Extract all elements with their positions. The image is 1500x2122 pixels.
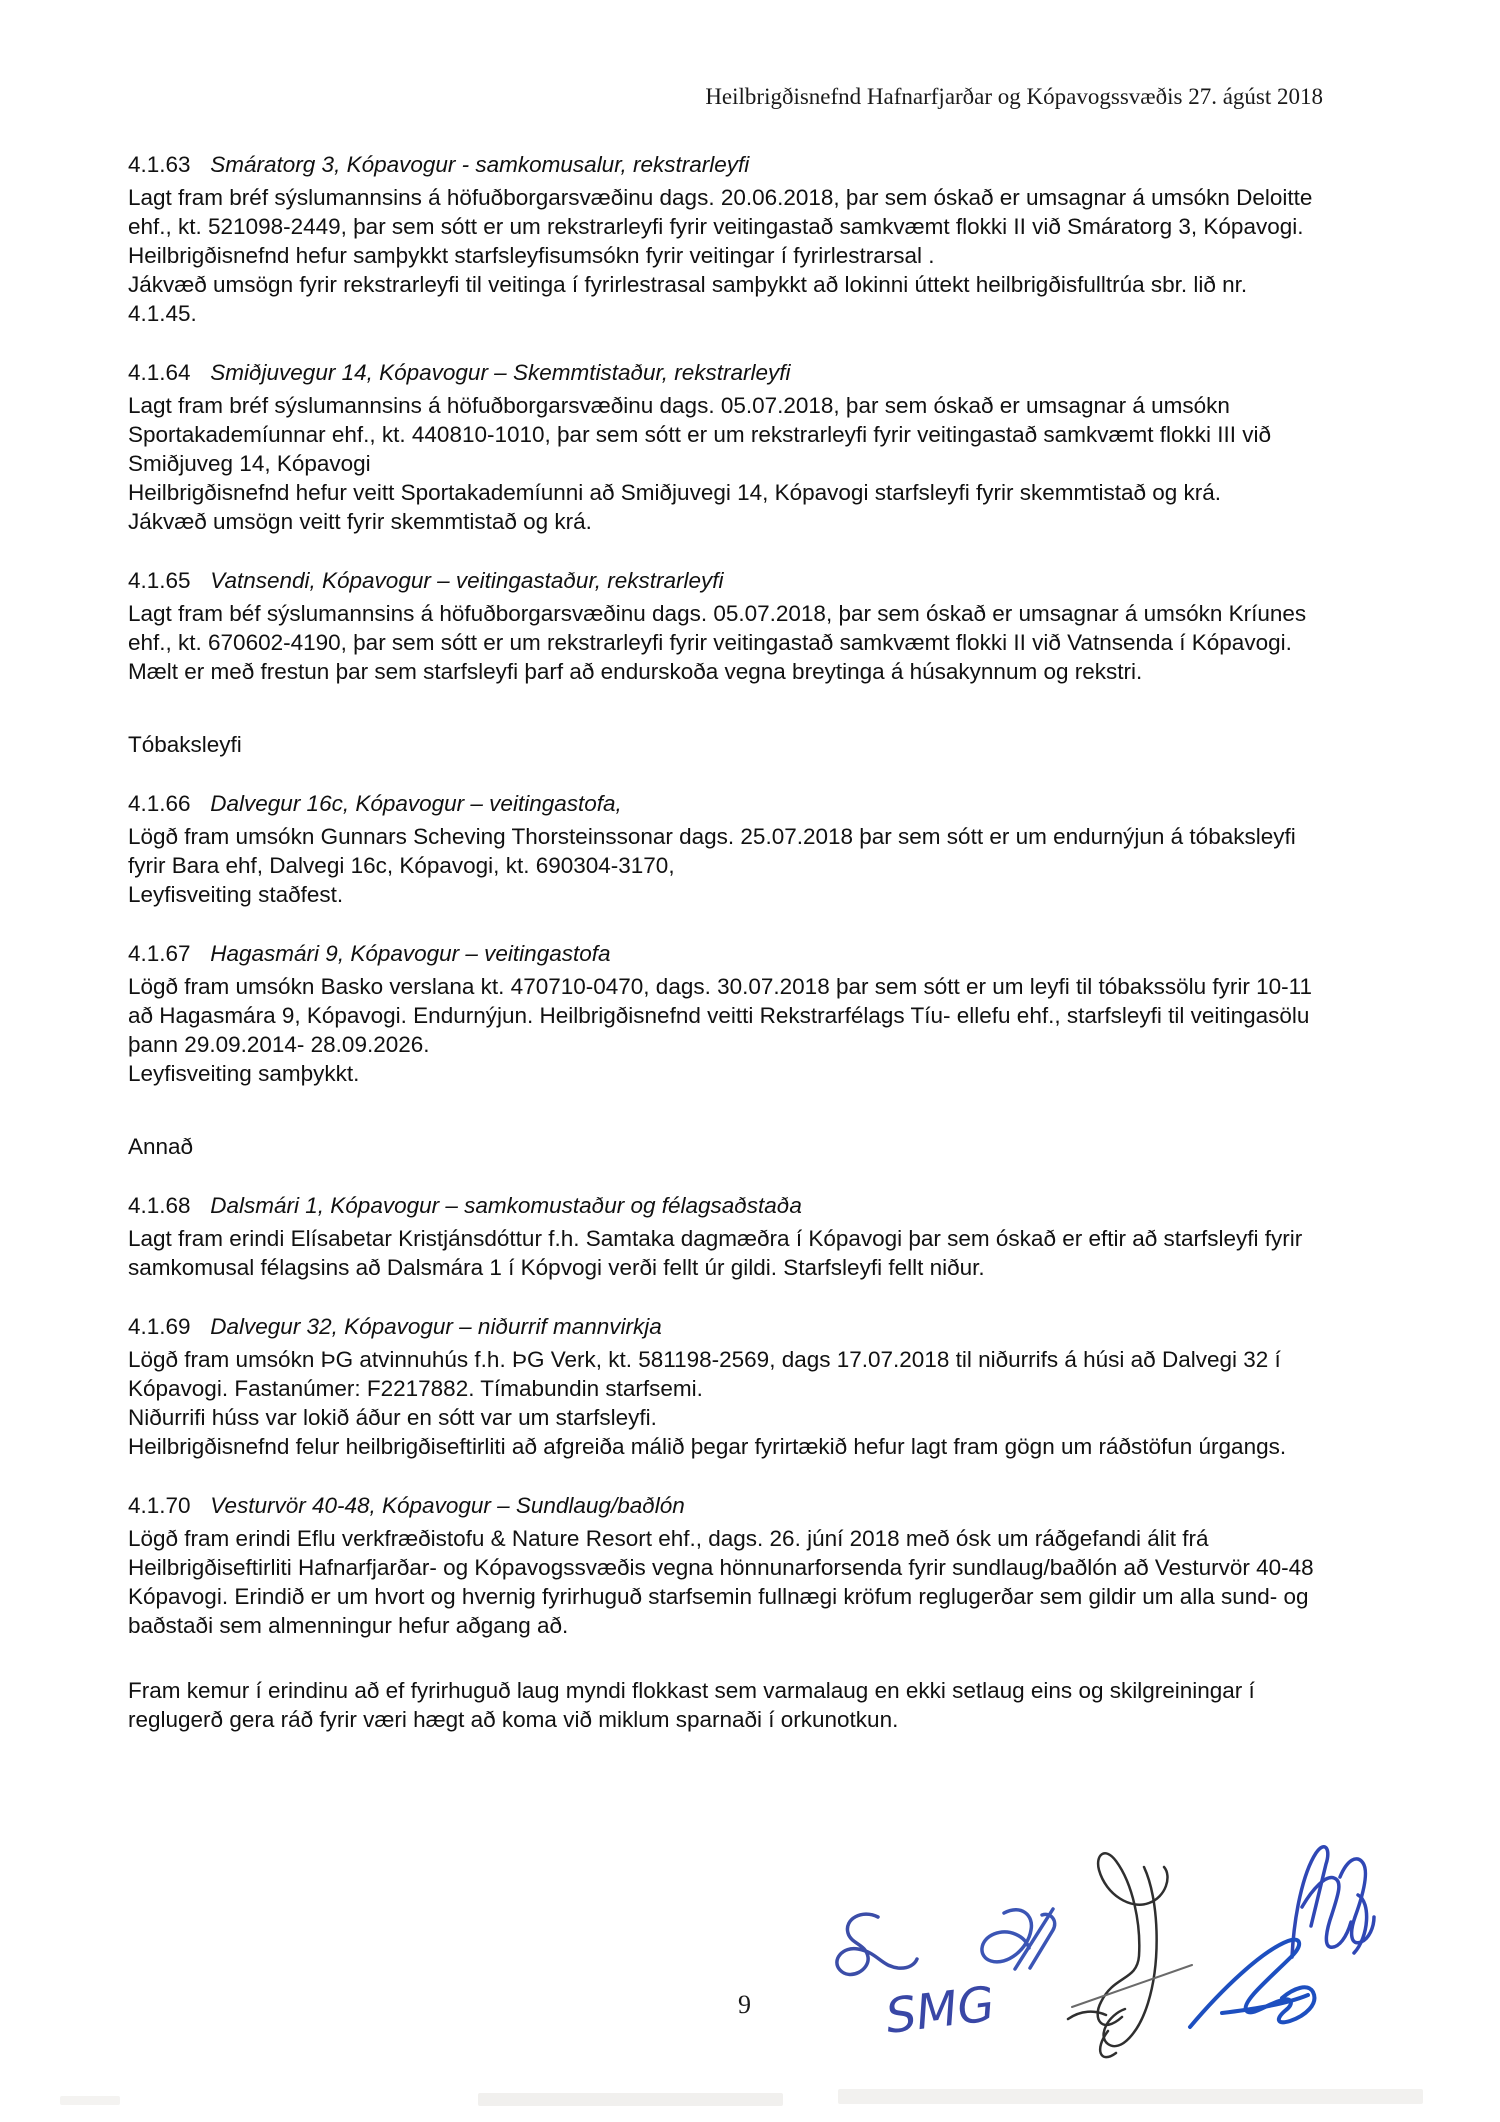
section-body — [128, 1224, 1318, 1282]
paragraph: Lagt fram bréf sýslumannsins á höfuðborgarsvæðinu dags. 20.06.2018, þar sem óskað er umsagnar á umsókn Deloitte ehf., kt. 521098-2449, þar sem sótt er um rekstrarleyfi fyrir veitingastað samkvæmt flokki II við Smáratorg 3, Kópavogi. — [128, 185, 1313, 239]
paragraph: Heilbrigðisnefnd hefur samþykkt starfsleyfisumsókn fyrir veitingar í fyrirlestrarsal . — [128, 243, 935, 268]
section-body — [128, 972, 1318, 1088]
section-title: Vesturvör 40-48, Kópavogur – Sundlaug/baðlón — [210, 1493, 685, 1518]
paragraph: Jákvæð umsögn veitt fyrir skemmtistað og krá. — [128, 509, 592, 534]
section-body — [128, 822, 1318, 909]
scan-artifact — [838, 2089, 1423, 2104]
document-body — [128, 0, 1318, 1734]
paragraph: Leyfisveiting staðfest. — [128, 882, 344, 907]
handwritten-signature-black-icon — [1068, 1853, 1192, 2057]
section-body — [128, 183, 1318, 328]
handwritten-signature-blue-2-icon — [982, 1909, 1055, 1969]
paragraph: Lögð fram umsókn ÞG atvinnuhús f.h. ÞG Verk, kt. 581198-2569, dags 17.07.2018 til niðurrifs á húsi að Dalvegi 32 í Kópavogi. Fastanúmer: F2217882. Tímabundin starfsemi. — [128, 1347, 1281, 1401]
handwritten-initials-smg-icon — [883, 1976, 998, 2045]
section-4-1-68 — [128, 1191, 1318, 1282]
section-heading — [128, 939, 1318, 968]
scan-artifact — [478, 2093, 783, 2106]
section-title: Smiðjuvegur 14, Kópavogur – Skemmtistaður, rekstrarleyfi — [210, 360, 791, 385]
signatures-area — [790, 1835, 1410, 2085]
scan-artifact — [60, 2096, 120, 2105]
section-4-1-70 — [128, 1491, 1318, 1640]
paragraph: Heilbrigðisnefnd hefur veitt Sportakademíunni að Smiðjuvegi 14, Kópavogi starfsleyfi fyrir skemmtistað og krá. — [128, 480, 1222, 505]
handwritten-signature-blue-swoosh-icon — [1190, 1940, 1314, 2027]
section-heading — [128, 358, 1318, 387]
section-number: 4.1.63 — [128, 152, 191, 177]
section-body — [128, 1345, 1318, 1461]
page-number: 9 — [738, 1990, 751, 2019]
section-number: 4.1.64 — [128, 360, 191, 385]
section-number: 4.1.67 — [128, 941, 191, 966]
paragraph: Mælt er með frestun þar sem starfsleyfi þarf að endurskoða vegna breytinga á húsakynnum og rekstri. — [128, 659, 1143, 684]
paragraph: Lagt fram béf sýslumannsins á höfuðborgarsvæðinu dags. 05.07.2018, þar sem óskað er umsagnar á umsókn Kríunes ehf., kt. 670602-4190, þar sem sótt er um rekstrarleyfi fyrir veitingastað samkvæmt flokki II við Vatnsenda í Kópavogi. — [128, 601, 1307, 655]
section-number: 4.1.69 — [128, 1314, 191, 1339]
section-title: Dalvegur 16c, Kópavogur – veitingastofa, — [210, 791, 622, 816]
section-heading — [128, 566, 1318, 595]
section-4-1-66 — [128, 789, 1318, 909]
subheading-tobaksleyfi: Tóbaksleyfi — [128, 732, 242, 757]
handwritten-initials-blue-icon — [1292, 1847, 1374, 1957]
section-4-1-63 — [128, 150, 1318, 328]
section-title: Dalvegur 32, Kópavogur – niðurrif mannvirkja — [210, 1314, 662, 1339]
paragraph: Lögð fram umsókn Basko verslana kt. 470710-0470, dags. 30.07.2018 þar sem sótt er um leyfi til tóbakssölu fyrir 10-11 að Hagasmára 9, Kópavogi. Endurnýjun. Heilbrigðisnefnd veitti Rekstrarfélags Tíu- ellefu ehf., starfsleyfi til veitingasölu þann 29.09.2014- 28.09.2026. — [128, 974, 1312, 1057]
section-4-1-69 — [128, 1312, 1318, 1461]
section-body — [128, 1524, 1318, 1640]
section-body — [128, 391, 1318, 536]
paragraph: Leyfisveiting samþykkt. — [128, 1061, 360, 1086]
section-number: 4.1.70 — [128, 1493, 191, 1518]
section-heading — [128, 1491, 1318, 1520]
paragraph: Niðurrifi húss var lokið áður en sótt var um starfsleyfi. — [128, 1405, 657, 1430]
closing-paragraph: Fram kemur í erindinu að ef fyrirhuguð laug myndi flokkast sem varmalaug en ekki setlaug eins og skilgreiningar í reglugerð gera ráð fyrir væri hægt að koma við miklum sparnaði í orkunotkun. — [128, 1678, 1255, 1732]
section-heading — [128, 1191, 1318, 1220]
section-title: Dalsmári 1, Kópavogur – samkomustaður og félagsaðstaða — [210, 1193, 802, 1218]
paragraph: Jákvæð umsögn fyrir rekstrarleyfi til veitinga í fyrirlestrasal samþykkt að lokinni úttekt heilbrigðisfulltrúa sbr. lið nr. 4.1.45. — [128, 272, 1248, 326]
section-heading — [128, 1312, 1318, 1341]
section-title: Smáratorg 3, Kópavogur - samkomusalur, rekstrarleyfi — [210, 152, 750, 177]
svg-text:SMG: SMG — [882, 1976, 998, 2045]
paragraph: Lögð fram umsókn Gunnars Scheving Thorsteinssonar dags. 25.07.2018 þar sem sótt er um endurnýjun á tóbaksleyfi fyrir Bara ehf, Dalvegi 16c, Kópavogi, kt. 690304-3170, — [128, 824, 1296, 878]
section-title: Vatnsendi, Kópavogur – veitingastaður, rekstrarleyfi — [210, 568, 724, 593]
section-heading — [128, 789, 1318, 818]
section-heading — [128, 150, 1318, 179]
handwritten-signature-blue-1-icon — [837, 1914, 917, 1974]
paragraph: Lagt fram bréf sýslumannsins á höfuðborgarsvæðinu dags. 05.07.2018, þar sem óskað er umsagnar á umsókn Sportakademíunnar ehf., kt. 440810-1010, þar sem sótt er um rekstrarleyfi fyrir veitingastað samkvæmt flokki III við Smiðjuveg 14, Kópavogi — [128, 393, 1271, 476]
section-number: 4.1.65 — [128, 568, 191, 593]
paragraph: Lagt fram erindi Elísabetar Kristjánsdóttur f.h. Samtaka dagmæðra í Kópavogi þar sem óskað er eftir að starfsleyfi fyrir samkomusal félagsins að Dalsmára 1 í Kópvogi verði fellt úr gildi. Starfsleyfi fellt niður. — [128, 1226, 1303, 1280]
section-number: 4.1.66 — [128, 791, 191, 816]
section-4-1-64 — [128, 358, 1318, 536]
paragraph: Lögð fram erindi Eflu verkfræðistofu & Nature Resort ehf., dags. 26. júní 2018 með ósk um ráðgefandi álit frá Heilbrigðiseftirliti Hafnarfjarðar- og Kópavogssvæðis vegna hönnunarforsenda fyrir sundlaug/baðlón að Vesturvör 40-48 Kópavogi. Erindið er um hvort og hvernig fyrirhuguð starfsemin fullnægi kröfum reglugerðar sem gildir um alla sund- og baðstaði sem almenningur hefur aðgang að. — [128, 1526, 1314, 1638]
section-4-1-65 — [128, 566, 1318, 686]
section-number: 4.1.68 — [128, 1193, 191, 1218]
section-body — [128, 599, 1318, 686]
subheading-annad: Annað — [128, 1134, 194, 1159]
section-title: Hagasmári 9, Kópavogur – veitingastofa — [210, 941, 611, 966]
paragraph: Heilbrigðisnefnd felur heilbrigðiseftirliti að afgreiða málið þegar fyrirtækið hefur lagt fram gögn um ráðstöfun úrgangs. — [128, 1434, 1287, 1459]
document-header: Heilbrigðisnefnd Hafnarfjarðar og Kópavogssvæðis 27. ágúst 2018 — [705, 84, 1323, 109]
section-4-1-67 — [128, 939, 1318, 1088]
